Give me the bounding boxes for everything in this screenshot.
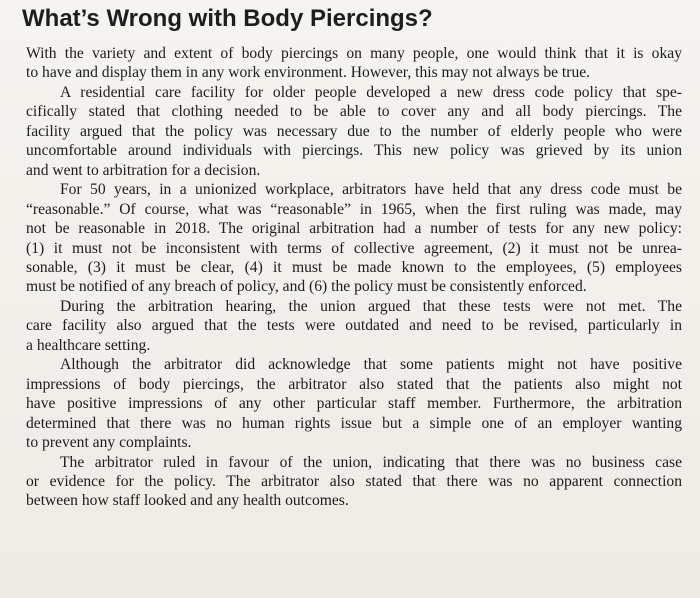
text-line: (1) it must not be inconsistent with terms of collective agreement, (2) it must not be unrea-	[26, 239, 682, 257]
paragraph-4	[26, 297, 682, 355]
paragraph-2	[26, 83, 682, 180]
text-line: and went to arbitration for a decision.	[26, 161, 261, 179]
text-line: or evidence for the policy. The arbitrator also stated that there was no apparent connection	[26, 472, 682, 490]
text-line: between how staff looked and any health outcomes.	[26, 492, 349, 510]
text-line: Although the arbitrator did acknowledge that some patients might not have positive	[60, 356, 682, 374]
text-line: The arbitrator ruled in favour of the union, indicating that there was no business case	[60, 453, 682, 471]
text-line: facility argued that the policy was necessary due to the number of elderly people who were	[26, 122, 682, 140]
paragraph-3	[26, 180, 682, 297]
text-line: For 50 years, in a unionized workplace, arbitrators have held that any dress code must be	[60, 181, 682, 199]
text-line: not be reasonable in 2018. The original arbitration had a number of tests for any new policy:	[26, 220, 682, 238]
text-line: During the arbitration hearing, the union argued that these tests were not met. The	[60, 297, 682, 315]
paragraph-6	[26, 453, 682, 511]
text-line: to have and display them in any work environment. However, this may not always be true.	[26, 64, 591, 82]
text-line: a healthcare setting.	[26, 336, 151, 354]
text-line: have positive impressions of any other particular staff member. Furthermore, the arbitration	[26, 395, 682, 413]
text-line: cifically stated that clothing needed to be able to cover any and all body piercings. The	[26, 103, 682, 121]
text-line: determined that there was no human rights issue but a simple one of an employer wanting	[26, 414, 682, 432]
page-title: What’s Wrong with Body Piercings?	[22, 5, 433, 32]
text-line: With the variety and extent of body piercings on many people, one would think that it is okay	[26, 45, 682, 62]
text-line: A residential care facility for older people developed a new dress code policy that spe-	[60, 83, 682, 101]
text-line: sonable, (3) it must be clear, (4) it must be made known to the employees, (5) employees	[26, 258, 682, 276]
text-line: must be notified of any breach of policy, and (6) the policy must be consistently enforced.	[26, 278, 587, 296]
text-line: uncomfortable around individuals with piercings. This new policy was grieved by its union	[26, 142, 682, 160]
text-line: to prevent any complaints.	[26, 434, 192, 452]
article-body	[26, 44, 682, 511]
text-line: impressions of body piercings, the arbitrator also stated that the patients also might not	[26, 375, 682, 393]
text-line: care facility also argued that the tests were outdated and need to be revised, particularly in	[26, 317, 682, 335]
paragraph-1	[26, 44, 682, 83]
text-line: “reasonable.” Of course, what was “reasonable” in 1965, when the first ruling was made, may	[26, 200, 682, 218]
paragraph-5	[26, 355, 682, 452]
